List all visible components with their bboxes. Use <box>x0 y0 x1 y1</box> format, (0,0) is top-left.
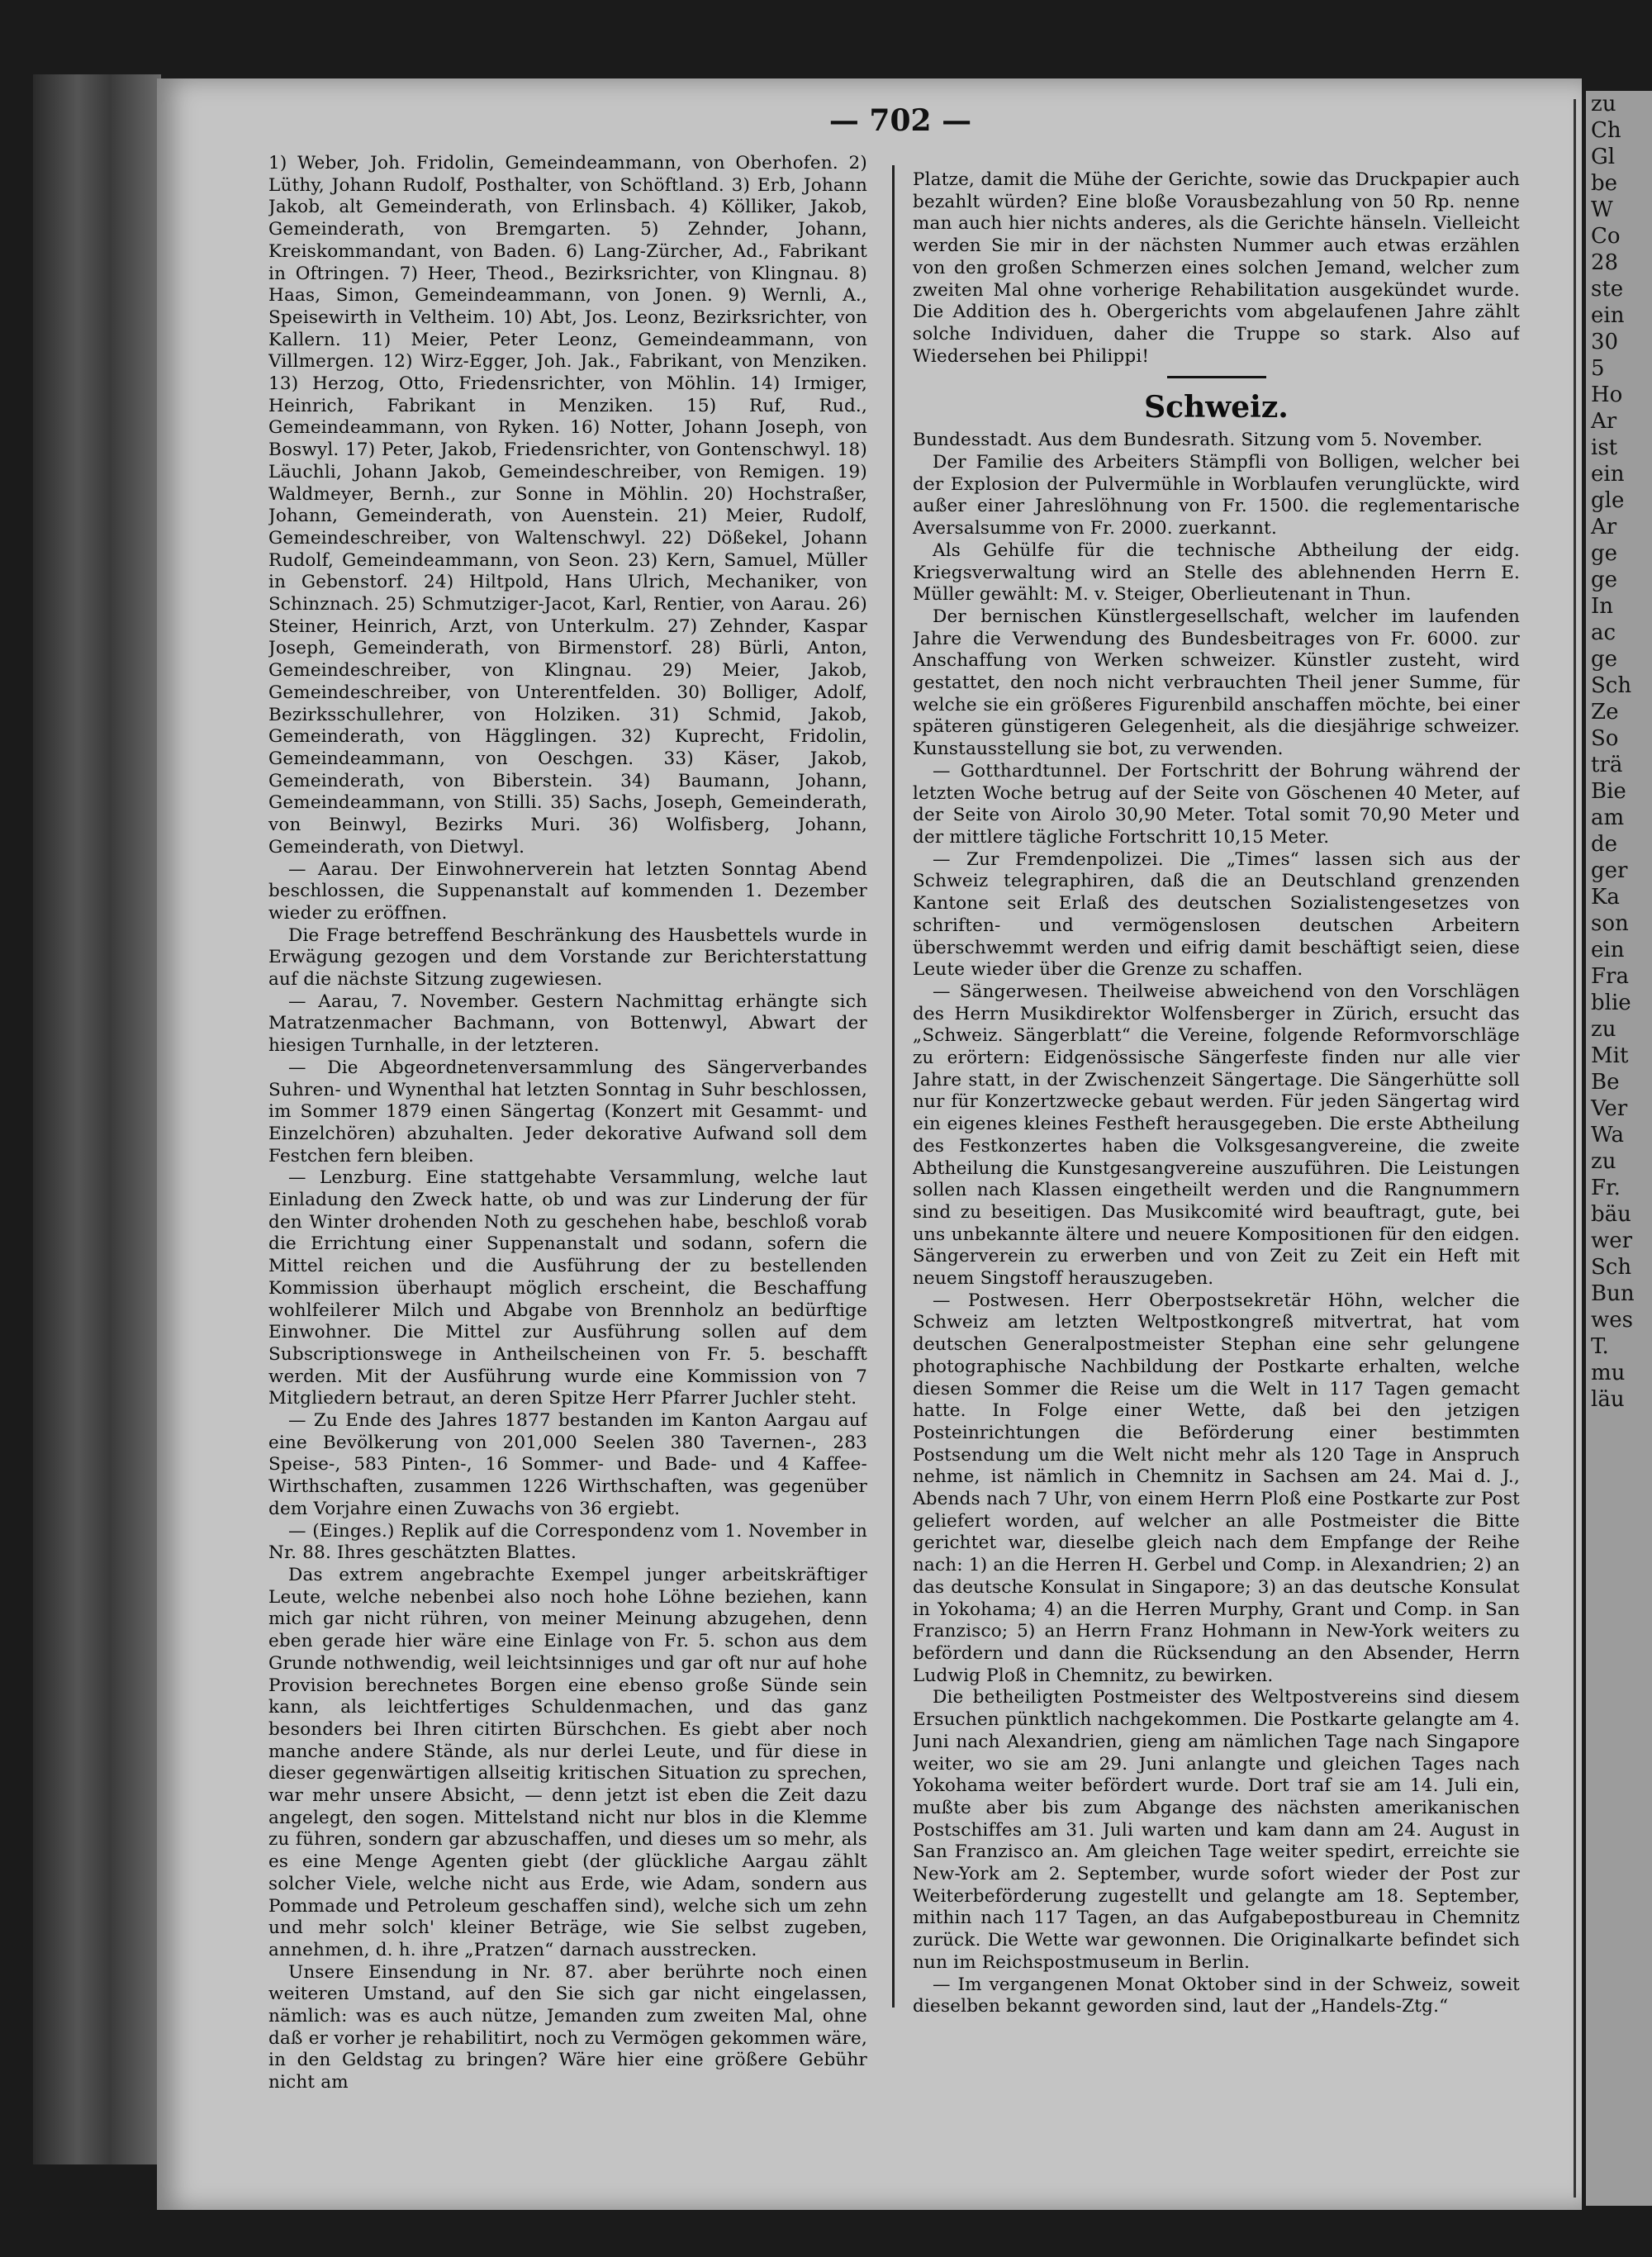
next-page-fragment: ge <box>1591 541 1618 566</box>
next-page-fragment: ger <box>1591 858 1628 883</box>
next-page-fragment: wes <box>1591 1308 1633 1333</box>
article-paragraph: Die betheiligten Postmeister des Weltpostvereins sind diesem Ersuchen pünktlich nachgekommen. Die Postkarte gelangte am 4. Juni nach Alexandrien, gieng am nämlichen Tage nach Singapore weiter, wo sie am 29. Juni anlangte und gleichen Tages nach Yokohama weiter befördert wurde. Dort traf sie am 14. Juli ein, mußte aber bis zum Abgange des nächsten amerikanischen Postschiffes am 31. Juli warten und kam dann am 24. August in San Franzisco an. Am gleichen Tage weiter spedirt, erreichte sie New-York am 2. September, wurde sofort wieder der Post zur Weiterbeförderung zugestellt und gelangte am 18. September, mithin nach 117 Tagen, an das Aufgabepostbureau in Chemnitz zurück. Die Wette war gewonnen. Die Originalkarte befindet sich nun im Reichspostmuseum in Berlin. <box>913 1687 1520 1973</box>
article-paragraph: Der Familie des Arbeiters Stämpfli von Bolligen, welcher bei der Explosion der Pulvermühle in Worblaufen verunglückte, wird außer einer Jahreslöhnung von Fr. 1500. die reglementarische Aversalsumme von Fr. 2000. zuerkannt. <box>913 452 1520 539</box>
next-page-fragment: Ka <box>1591 885 1620 910</box>
next-page-fragment: ste <box>1591 277 1624 302</box>
next-page-fragment: blie <box>1591 991 1631 1015</box>
column-divider <box>892 165 895 2008</box>
next-page-fragment: ac <box>1591 620 1616 645</box>
next-page-fragment: Wa <box>1591 1123 1624 1148</box>
next-page-fragment: Ver <box>1591 1096 1628 1121</box>
book-binding <box>33 74 161 2164</box>
article-paragraph: — Aarau. Der Einwohnerverein hat letzten Sonntag Abend beschlossen, die Suppenanstalt auf kommenden 1. Dezember wieder zu eröffnen. <box>268 858 867 924</box>
page-edge-divider <box>1574 99 1576 2198</box>
article-paragraph: Platze, damit die Mühe der Gerichte, sowie das Druckpapier auch bezahlt würden? Eine bloße Vorausbezahlung von 50 Rp. nenne man auch hier nichts anderes, als die Gerichte hänseln. Vielleicht werden Sie mir in der nächsten Nummer auch etwas erzählen von den großen Schmerzen eines solchen Jemand, welcher zum zweiten Mal ohne vorherige Rehabilitation ausgekündet wurde. Die Addition des h. Obergerichts vom abgelaufenen Jahre zählt solche Individuen, daher die Truppe so stark. Also auf Wiedersehen bei Philippi! <box>913 169 1520 367</box>
next-page-fragment: zu <box>1591 1149 1616 1174</box>
article-paragraph: — Zur Fremdenpolizei. Die „Times“ lassen sich aus der Schweiz telegraphiren, daß die an Deutschland grenzenden Kantone seit Erlaß des deutschen Sozialistengesetzes von schriften- und vermögenslosen deutschen Arbeitern überschwemmt werden und eifrig damit beschäftigt seien, diese Leute wieder über die Grenze zu schaffen. <box>913 848 1520 981</box>
next-page-fragment: ein <box>1591 303 1625 328</box>
next-page-fragment: 30 <box>1591 330 1619 354</box>
next-page-fragment: ein <box>1591 462 1625 487</box>
next-page-fragment: wer <box>1591 1228 1633 1253</box>
next-page-fragment: Mit <box>1591 1043 1629 1068</box>
article-paragraph: — Postwesen. Herr Oberpostsekretär Höhn, welcher die Schweiz am letzten Weltpostkongreß mitvertrat, hat vom deutschen Generalpostmeister Stephan eine sehr gelungene photographische Nachbildung der Postkarte erhalten, welche diesen Sommer die Reise um die Welt in 117 Tagen gemacht hatte. In Folge einer Wette, daß bei den jetzigen Posteinrichtungen die Beförderung einer bestimmten Postsendung um die Welt nicht mehr als 120 Tage in Anspruch nehme, ist nämlich in Chemnitz in Sachsen am 24. Mai d. J., Abends nach 7 Uhr, von einem Herrn Ploß eine Postkarte zur Post geliefert worden, auf welcher an alle Postmeister die Bitte gerichtet war, dieselbe gleich nach dem Empfange der Reihe nach: 1) an die Herren H. Gerbel und Comp. in Alexandrien; 2) an das deutsche Konsulat in Singapore; 3) an das deutsche Konsulat in Yokohama; 4) an die Herren Murphy, Grant und Comp. in San Franzisco; 5) an Herrn Franz Hohmann in New-York weiters zu befördern und dann die Rücksendung an den Absender, Herrn Ludwig Ploß in Chemnitz, zu bewirken. <box>913 1290 1520 1686</box>
next-page-fragment: bäu <box>1591 1202 1631 1227</box>
next-page-fragment: Fra <box>1591 964 1629 989</box>
next-page-fragment: zu <box>1591 1017 1616 1042</box>
next-page-fragment: ge <box>1591 568 1618 592</box>
next-page-fragment: Bie <box>1591 779 1626 804</box>
left-column <box>268 153 867 2160</box>
article-paragraph: — Zu Ende des Jahres 1877 bestanden im Kanton Aargau auf eine Bevölkerung von 201,000 Seelen 380 Tavernen-, 283 Speise-, 583 Pinten-, 16 Sommer- und Bade- und 4 Kaffee-Wirthschaften, zusammen 1226 Wirthschaften, was gegenüber dem Vorjahre einen Zuwachs von 36 ergiebt. <box>268 1410 867 1519</box>
right-column <box>913 169 1520 2169</box>
next-page-fragment: Gl <box>1591 145 1616 169</box>
next-page-fragment: am <box>1591 805 1625 830</box>
next-page-fragment: 28 <box>1591 250 1619 275</box>
next-page-fragment: Ch <box>1591 118 1621 143</box>
article-paragraph: — Lenzburg. Eine stattgehabte Versammlung, welche laut Einladung den Zweck hatte, ob und was zur Linderung der für den Winter drohenden Noth zu geschehen habe, beschloß vorab die Errichtung einer Suppenanstalt und sodann, sofern die Mittel reichen und die Ausführung der zu bestellenden Kommission überhaupt möglich erscheint, die Beschaffung wohlfeilerer Milch und Abgabe von Brennholz an bedürftige Einwohner. Die Mittel zur Ausführung sollen auf dem Subscriptionswege in Antheilscheinen von Fr. 5. beschafft werden. Mit der Ausführung wurde eine Kommission von 7 Mitgliedern betraut, an deren Spitze Herr Pfarrer Juchler steht. <box>268 1167 867 1409</box>
section-heading: Schweiz. <box>1144 390 1289 425</box>
next-page-fragment: de <box>1591 832 1618 857</box>
next-page-fragment: Ze <box>1591 700 1619 725</box>
next-page-fragment: trä <box>1591 753 1623 777</box>
article-paragraph: — Im vergangenen Monat Oktober sind in der Schweiz, soweit dieselben bekannt geworden sind, laut der „Handels-Ztg.“ <box>913 1974 1520 2017</box>
next-page-fragment: Fr. <box>1591 1176 1621 1200</box>
next-page-fragment: Ar <box>1591 515 1617 539</box>
next-page-edge <box>1586 91 1652 2206</box>
article-paragraph: Als Gehülfe für die technische Abtheilung der eidg. Kriegsverwaltung wird an Stelle des ablehnenden Herrn E. Müller gewählt: M. v. Steiger, Oberlieutenant in Thun. <box>913 539 1520 606</box>
next-page-fragment: zu <box>1591 92 1616 116</box>
next-page-fragment: Sch <box>1591 673 1632 698</box>
next-page-fragment: gle <box>1591 488 1625 513</box>
next-page-fragment: mu <box>1591 1361 1626 1385</box>
next-page-fragment: son <box>1591 911 1629 936</box>
next-page-fragment: be <box>1591 171 1618 196</box>
next-page-fragment: W <box>1591 197 1613 222</box>
article-dateline: Bundesstadt. Aus dem Bundesrath. Sitzung vom 5. November. <box>913 430 1483 451</box>
section-rule <box>1167 376 1266 378</box>
article-paragraph: — Gotthardtunnel. Der Fortschritt der Bohrung während der letzten Woche betrug auf der Seite von Göschenen 40 Meter, auf der Seite von Airolo 30,90 Meter. Total somit 70,90 Meter und der mittlere tägliche Fortschritt 10,15 Meter. <box>913 760 1520 848</box>
next-page-fragment: ge <box>1591 647 1618 672</box>
article-paragraph: Die Frage betreffend Beschränkung des Hausbettels wurde in Erwägung gezogen und dem Vorstande zur Berichterstattung auf die nächste Sitzung zugewiesen. <box>268 924 867 991</box>
article-paragraph: Das extrem angebrachte Exempel junger arbeitskräftiger Leute, welche nebenbei also noch hohe Löhne beziehen, kann mich gar nicht rühren, von meiner Meinung abzugehen, denn eben gerade hier wäre eine Einlage von Fr. 5. schon aus dem Grunde nothwendig, weil leichtsinniges und gar oft nur auf hohe Provision berechnetes Borgen eine ebenso große Sünde sein kann, als leichtfertiges Schuldenmachen, und das ganz besonders bei Ihren citirten Bürschchen. Es giebt aber noch manche andere Stände, als nur derlei Leute, und für diese in dieser gegenwärtigen allseitig kritischen Situation zu sprechen, war mehr unsere Absicht, — denn jetzt ist eben die Zeit dazu angelegt, den sogen. Mittelstand nicht nur blos in die Klemme zu führen, sondern gar abzuschaffen, und dieses um so mehr, als es eine Menge Agenten giebt (der glückliche Aargau zählt solcher Viele, welche nicht aus Erde, wie Adam, sondern aus Pommade und Petroleum geschaffen sind), welche sich um zehn und mehr solch' kleiner Beträge, wie Sie selbst zugeben, annehmen, d. h. ihre „Pratzen“ darnach ausstrecken. <box>268 1565 867 1960</box>
article-paragraph: Der bernischen Künstlergesellschaft, welcher im laufenden Jahre die Verwendung des Bundesbeitrages von Fr. 6000. zur Anschaffung von Werken schweizer. Künstler zusteht, wird gestattet, den noch nicht verbrauchten Theil jener Summe, für welche sie ein größeres Figurenbild anschaffen möchte, bei einer späteren günstigeren Gelegenheit, als die diesjährige schweizer. Kunstausstellung sie bot, zu verwenden. <box>913 606 1520 760</box>
article-paragraph: — Aarau, 7. November. Gestern Nachmittag erhängte sich Matratzenmacher Bachmann, von Bottenwyl, Abwart der hiesigen Turnhalle, in der letzteren. <box>268 991 867 1057</box>
next-page-fragment: ist <box>1591 435 1618 460</box>
next-page-fragment: Sch <box>1591 1255 1632 1280</box>
next-page-fragment: Bun <box>1591 1281 1635 1306</box>
next-page-fragment: Ho <box>1591 383 1623 407</box>
article-paragraph: Unsere Einsendung in Nr. 87. aber berührte noch einen weiteren Umstand, auf den Sie sich gar nicht eingelassen, nämlich: was es auch nütze, Jemanden zum zweiten Mal, ohne daß er vorher je rehabilitirt, noch zu Vermögen gekommen wäre, in den Geldstag zu bringen? Wäre hier eine größere Gebühr nicht am <box>268 1961 867 2093</box>
next-page-fragment: So <box>1591 726 1619 751</box>
next-page-fragment: 5 <box>1591 356 1605 381</box>
next-page-fragment: T. <box>1591 1334 1609 1359</box>
article-paragraph: — (Einges.) Replik auf die Correspondenz vom 1. November in Nr. 88. Ihres geschätzten Blattes. <box>268 1520 867 1564</box>
next-page-fragment: In <box>1591 594 1614 619</box>
next-page-fragment: läu <box>1591 1387 1625 1412</box>
page-number: — 702 — <box>828 103 972 138</box>
article-paragraph: — Sängerwesen. Theilweise abweichend von den Vorschlägen des Herrn Musikdirektor Wolfensberger in Zürich, ersucht das „Schweiz. Sängerblatt“ die Vereine, folgende Reformvorschläge zu erörtern: Eidgenössische Sängerfeste finden nur alle vier Jahre statt, in der Zwischenzeit Sängertage. Die Sängerhütte soll nur für Konzertzwecke gebaut werden. Für jeden Sängertag wird ein eigenes kleines Festheft herausgegeben. Die erste Abtheilung des Festkonzertes haben die Volksgesangvereine, die zweite Abtheilung die Kunstgesangvereine auszuführen. Die Leistungen sollen nach Klassen eingetheilt werden und die Rangnummern sind zu beseitigen. Das Musikcomité wird beauftragt, gute, bei uns unbekannte ältere und neuere Kompositionen für den eidgen. Sängerverein zu erwerben und von Zeit zu Zeit ein Heft mit neuem Singstoff herauszugeben. <box>913 981 1520 1290</box>
article-paragraph: — Die Abgeordnetenversammlung des Sängerverbandes Suhren- und Wynenthal hat letzten Sonntag in Suhr beschlossen, im Sommer 1879 einen Sängertag (Konzert mit Gesammt- und Einzelchören) abzuhalten. Jeder dekorative Aufwand soll dem Festchen fern bleiben. <box>268 1057 867 1167</box>
next-page-fragment: Co <box>1591 224 1621 249</box>
next-page-fragment: ein <box>1591 938 1625 962</box>
next-page-fragment: Be <box>1591 1070 1620 1095</box>
article-paragraph: 1) Weber, Joh. Fridolin, Gemeindeammann, von Oberhofen. 2) Lüthy, Johann Rudolf, Posthalter, von Schöftland. 3) Erb, Johann Jakob, alt Gemeinderath, von Erlinsbach. 4) Kölliker, Jakob, Gemeinderath, von Bremgarten. 5) Zehnder, Johann, Kreiskommandant, von Baden. 6) Lang-Zürcher, Ad., Fabrikant in Oftringen. 7) Heer, Theod., Bezirksrichter, von Klingnau. 8) Haas, Simon, Gemeindeammann, von Jonen. 9) Wernli, A., Speisewirth in Veltheim. 10) Abt, Jos. Leonz, Bezirksrichter, von Kallern. 11) Meier, Peter Leonz, Gemeindeammann, von Villmergen. 12) Wirz-Egger, Joh. Jak., Fabrikant, von Menziken. 13) Herzog, Otto, Friedensrichter, von Möhlin. 14) Irmiger, Heinrich, Fabrikant in Menziken. 15) Ruf, Rud., Gemeindeammann, von Ryken. 16) Notter, Johann Joseph, von Boswyl. 17) Peter, Jakob, Friedensrichter, von Gontenschwyl. 18) Läuchli, Johann Jakob, Gemeindeschreiber, von Remigen. 19) Waldmeyer, Bernh., zur Sonne in Möhlin. 20) Hochstraßer, Johann, Gemeinderath, von Auenstein. 21) Meier, Rudolf, Gemeindeschreiber, von Waltenschwyl. 22) Dößekel, Johann Rudolf, Gemeindeammann, von Seon. 23) Kern, Samuel, Müller in Gebenstorf. 24) Hiltpold, Hans Ulrich, Mechaniker, von Schinznach. 25) Schmutziger-Jacot, Karl, Rentier, von Aarau. 26) Steiner, Heinrich, Arzt, von Unterkulm. 27) Zehnder, Kaspar Joseph, Gemeinderath, von Birmenstorf. 28) Bürli, Anton, Gemeindeschreiber, von Klingnau. 29) Meier, Jakob, Gemeindeschreiber, von Unterentfelden. 30) Bolliger, Adolf, Bezirksschullehrer, von Holziken. 31) Schmid, Jakob, Gemeinderath, von Hägglingen. 32) Kuprecht, Fridolin, Gemeindeammann, von Oeschgen. 33) Käser, Jakob, Gemeinderath, von Biberstein. 34) Baumann, Johann, Gemeindeammann, von Stilli. 35) Sachs, Joseph, Gemeinderath, von Beinwyl, Bezirks Muri. 36) Wolfisberg, Johann, Gemeinderath, von Dietwyl. <box>268 153 867 858</box>
next-page-fragment: Ar <box>1591 409 1617 434</box>
